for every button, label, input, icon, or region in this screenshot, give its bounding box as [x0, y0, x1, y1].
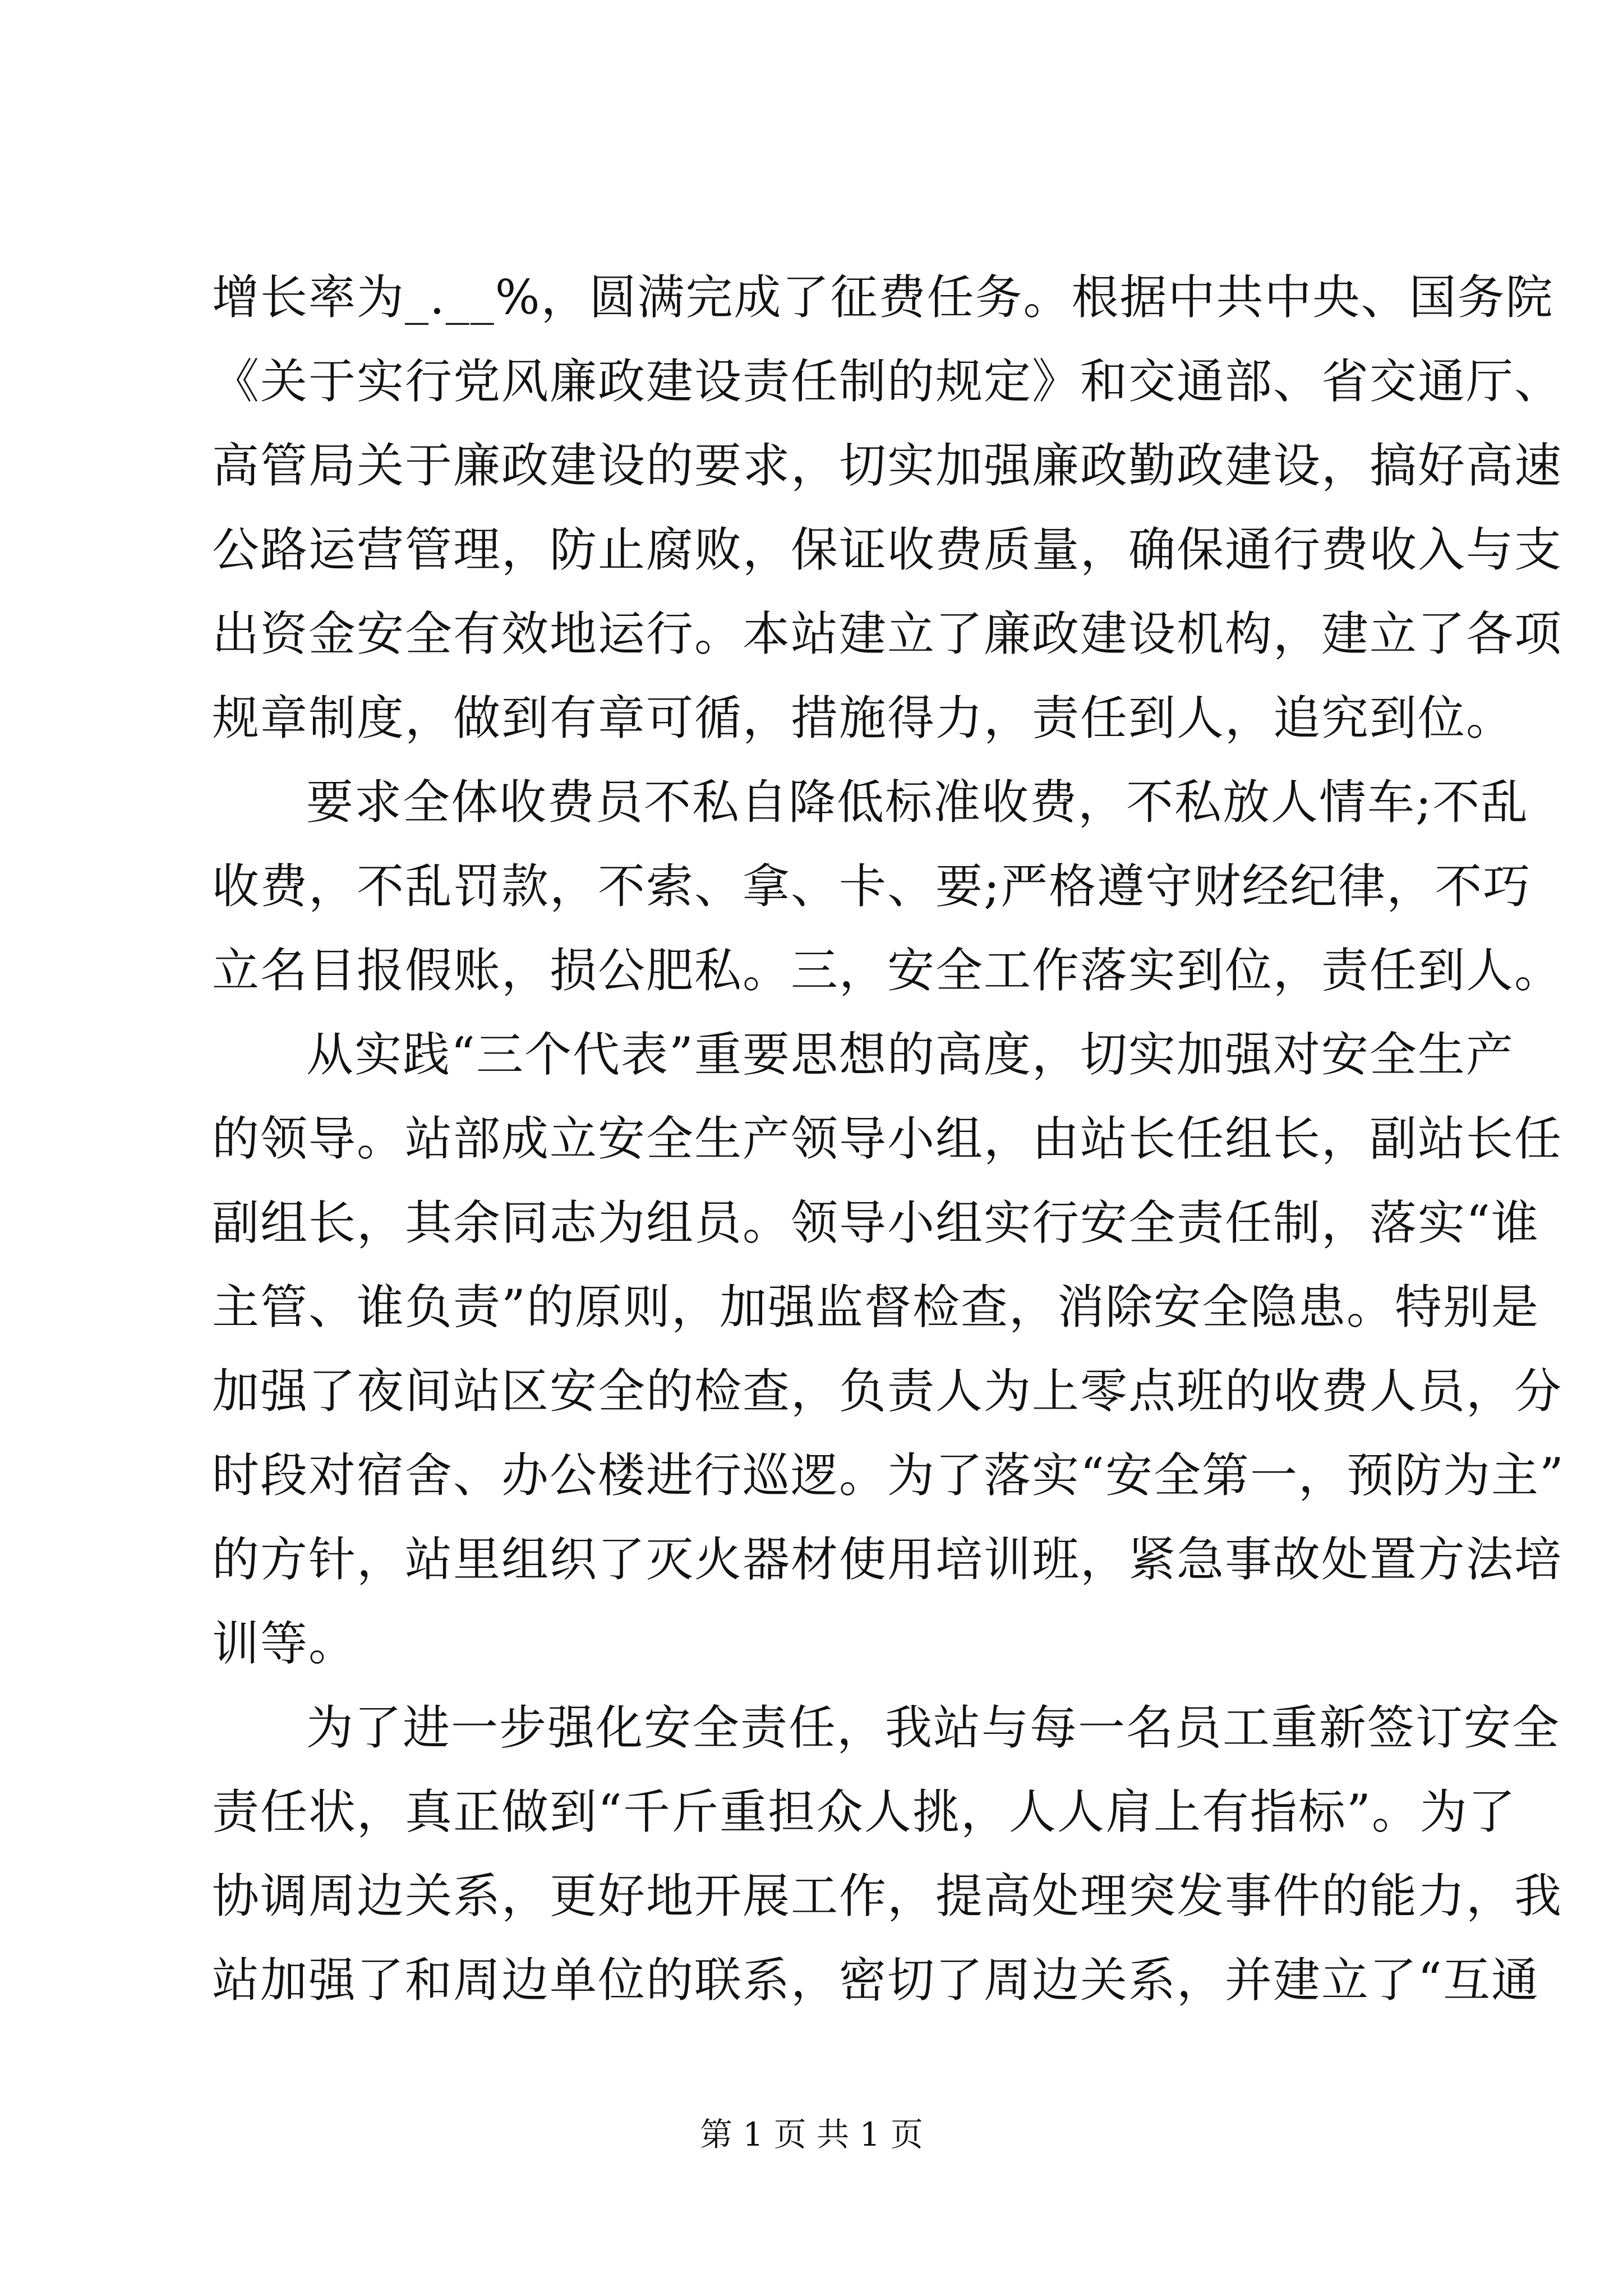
text-line-indented: 为了进一步强化安全责任，我站与每一名员工重新签订安全	[306, 1700, 1561, 1755]
text-line-indented: 从实践“三个代表”重要思想的高度，切实加强对安全生产	[306, 1027, 1514, 1082]
text-line-indented: 要求全体收费员不私自降低标准收费，不私放人情车;不乱	[306, 775, 1529, 830]
text-line: 加强了夜间站区安全的检查，负责人为上零点班的收费人员，分	[212, 1364, 1563, 1419]
text-line: 的领导。站部成立安全生产领导小组，由站长任组长，副站长任	[212, 1111, 1563, 1166]
text-line: 高管局关于廉政建设的要求，切实加强廉政勤政建设，搞好高速	[212, 438, 1563, 493]
text-line: 收费，不乱罚款，不索、拿、卡、要;严格遵守财经纪律，不巧	[212, 859, 1532, 914]
text-line: 主管、谁负责”的原则，加强监督检查，消除安全隐患。特别是	[212, 1280, 1539, 1335]
text-line: 责任状，真正做到“千斤重担众人挑，人人肩上有指标”。为了	[212, 1784, 1516, 1839]
text-line: 立名目报假账，损公肥私。三，安全工作落实到位，责任到人。	[212, 943, 1563, 998]
text-line: 增长率为_.__%，圆满完成了征费任务。根据中共中央、国务院	[212, 270, 1554, 325]
page-number-footer: 第 1 页 共 1 页	[700, 2115, 923, 2154]
text-line: 训等。	[212, 1616, 357, 1671]
text-line: 副组长，其余同志为组员。领导小组实行安全责任制，落实“谁	[212, 1195, 1539, 1250]
text-line: 的方针，站里组织了灭火器材使用培训班，紧急事故处置方法培	[212, 1532, 1563, 1587]
text-line: 《关于实行党风廉政建设责任制的规定》和交通部、省交通厅、	[212, 354, 1563, 409]
text-line: 规章制度，做到有章可循，措施得力，责任到人，追究到位。	[212, 691, 1515, 746]
text-line: 时段对宿舍、办公楼进行巡逻。为了落实“安全第一，预防为主”	[212, 1448, 1565, 1503]
text-line: 出资金安全有效地运行。本站建立了廉政建设机构，建立了各项	[212, 606, 1563, 661]
text-line: 协调周边关系，更好地开展工作，提高处理突发事件的能力，我	[212, 1869, 1563, 1924]
text-line: 公路运营管理，防止腐败，保证收费质量，确保通行费收入与支	[212, 522, 1563, 577]
document-body	[212, 255, 1565, 2022]
text-line: 站加强了和周边单位的联系，密切了周边关系，并建立了“互通	[212, 1953, 1539, 2008]
